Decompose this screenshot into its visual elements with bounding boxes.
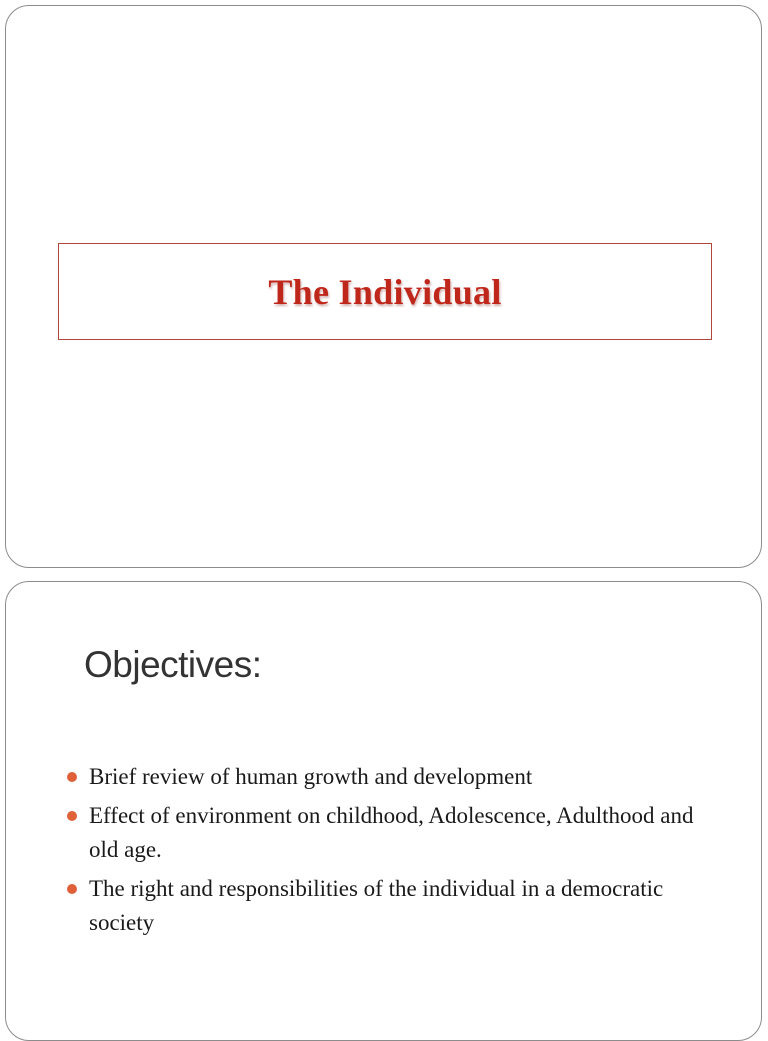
list-item <box>62 760 722 794</box>
objectives-list <box>62 760 722 945</box>
list-item <box>62 799 722 867</box>
objectives-heading: Objectives: <box>84 644 262 685</box>
slide-objectives <box>5 581 762 1041</box>
slide-title-text: The Individual <box>268 271 502 312</box>
title-box <box>58 243 712 340</box>
list-item-text: Brief review of human growth and development <box>89 764 533 789</box>
bullet-dot-icon <box>67 772 77 782</box>
list-item-text: The right and responsibilities of the individual in a democratic society <box>89 876 664 935</box>
bullet-dot-icon <box>67 884 77 894</box>
slide-title <box>5 5 762 568</box>
list-item <box>62 872 722 940</box>
list-item-text: Effect of environment on childhood, Adolescence, Adulthood and old age. <box>89 803 694 862</box>
bullet-dot-icon <box>67 811 77 821</box>
